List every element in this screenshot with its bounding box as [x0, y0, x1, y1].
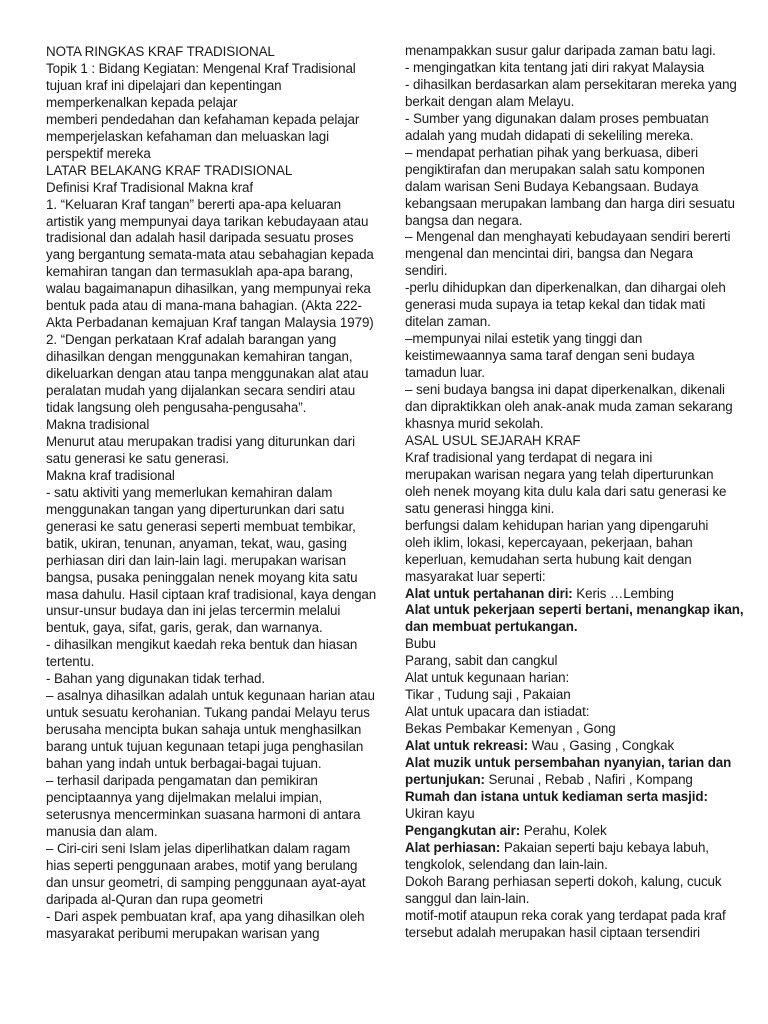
line-text: berfungsi dalam kehidupan harian yang dipengaruhi — [405, 517, 709, 533]
text-line — [405, 891, 723, 908]
text-line — [405, 518, 723, 535]
line-text: generasi ke satu generasi seperti membuat tembikar, — [46, 518, 356, 534]
line-text: Keris …Lembing — [572, 585, 674, 601]
line-text: Definisi Kraf Tradisional Makna kraf — [46, 179, 254, 195]
text-line — [405, 331, 723, 348]
text-line — [46, 61, 362, 78]
line-text: untuk sesuatu kerohanian. Tukang pandai Melayu terus — [46, 705, 370, 721]
line-text: yang bergantung semata-mata atau sebahagian kepada — [46, 247, 374, 263]
line-text: memberi pendedahan dan kefahaman kepada pelajar — [46, 111, 360, 127]
text-line — [46, 129, 362, 146]
text-line — [405, 687, 723, 704]
text-line — [405, 857, 723, 874]
line-text: tertentu. — [46, 654, 95, 670]
text-line — [405, 365, 723, 382]
text-line — [405, 755, 732, 772]
bold-label: Pengangkutan air: — [405, 822, 521, 838]
text-line — [46, 807, 362, 824]
text-line — [405, 229, 731, 246]
text-line — [405, 467, 723, 484]
line-text: khasnya murid sekolah. — [405, 415, 544, 431]
text-line — [46, 298, 362, 315]
line-text: - Sumber yang digunakan dalam proses pembuatan — [405, 110, 709, 126]
text-line — [405, 653, 723, 670]
text-line — [405, 569, 723, 586]
text-line — [405, 552, 723, 569]
line-text: - mengingatkan kita tentang jati diri rakyat Malaysia — [405, 59, 705, 75]
text-line — [405, 263, 723, 280]
text-line — [46, 468, 362, 485]
line-text: menggunakan tangan yang diperturunkan dari satu — [46, 501, 345, 517]
line-text: tradisional dan adalah hasil daripada sesuatu proses — [46, 230, 354, 246]
text-line — [46, 95, 362, 112]
text-line — [405, 789, 723, 806]
line-text: – asalnya dihasilkan adalah untuk kegunaan harian atau — [46, 688, 375, 704]
text-line — [46, 722, 362, 739]
line-text: ASAL USUL SEJARAH KRAF — [405, 432, 581, 448]
line-text: - Bahan yang digunakan tidak terhad. — [46, 671, 265, 687]
text-line — [405, 670, 723, 687]
text-line — [46, 315, 374, 332]
line-text: berkait dengan alam Melayu. — [405, 93, 575, 109]
text-line — [46, 434, 362, 451]
line-text: dan dipraktikkan oleh anak-anak muda zaman sekarang — [405, 399, 733, 415]
line-text: memperkenalkan kepada pelajar — [46, 94, 238, 110]
line-text: Makna kraf tradisional — [46, 467, 175, 483]
text-line — [46, 926, 362, 943]
text-line — [405, 738, 723, 755]
line-text: pengiktirafan dan merupakan salah satu komponen — [405, 161, 705, 177]
text-line — [46, 620, 362, 637]
line-text: merupakan warisan negara yang telah diperturunkan — [405, 466, 714, 482]
text-line — [46, 553, 362, 570]
line-text: -perlu dihidupkan dan diperkenalkan, dan dihargai oleh — [405, 280, 726, 296]
text-line — [405, 874, 723, 891]
line-text: oleh nenek moyang kita dulu kala dari satu generasi ke — [405, 483, 727, 499]
line-text: Kraf tradisional yang terdapat di negara ini — [405, 449, 653, 465]
line-text: menampakkan susur galur daripada zaman batu lagi. — [405, 43, 716, 58]
text-line — [46, 705, 370, 722]
text-line — [405, 586, 723, 603]
line-text: ditelan zaman. — [405, 314, 491, 330]
line-text: Bekas Pembakar Kemenyan , Gong — [405, 721, 616, 737]
text-line — [405, 162, 723, 179]
text-line — [46, 874, 366, 892]
text-line — [46, 570, 362, 587]
text-line — [405, 43, 723, 60]
line-text: – Ciri-ciri seni Islam jelas diperlihatkan dalam ragam — [46, 840, 351, 856]
text-line — [405, 535, 723, 552]
line-text: adalah yang mudah didapati di sekeliling mereka. — [405, 127, 694, 143]
line-text: bangsa dan negara. — [405, 212, 523, 228]
line-text: bentuk, gaya, sifat, garis, gerak, dan warnanya. — [46, 620, 323, 636]
text-line — [405, 433, 723, 450]
line-text: LATAR BELAKANG KRAF TRADISIONAL — [46, 162, 293, 178]
line-text: – Mengenal dan menghayati kebudayaan sendiri bererti — [405, 229, 731, 245]
text-line — [46, 400, 362, 417]
line-text: –mempunyai nilai estetik yang tinggi dan — [405, 331, 643, 347]
line-text: motif-motif ataupun reka corak yang terdapat pada kraf — [405, 907, 726, 923]
text-line — [46, 892, 362, 909]
text-line — [405, 128, 723, 145]
text-line — [46, 756, 362, 773]
line-text: Tikar , Tudung saji , Pakaian — [405, 687, 571, 703]
text-line — [405, 840, 723, 857]
line-text: bentuk pada atau di mana-mana bahagian. (Akta 222- — [46, 298, 362, 314]
bold-label: Alat untuk pertahanan diri: — [405, 585, 573, 601]
text-line — [46, 366, 369, 383]
text-line — [46, 654, 362, 671]
line-text: dikeluarkan dengan atau tanpa menggunakan alat atau — [46, 366, 369, 382]
text-line — [405, 60, 723, 77]
text-line — [405, 195, 735, 213]
line-text: tidak langsung oleh pengusaha-pengusaha”. — [46, 400, 307, 416]
line-text: seterusnya mencerminkan suasana harmoni di antara — [46, 806, 361, 822]
text-line — [46, 773, 362, 790]
text-line — [46, 502, 362, 519]
text-line — [46, 586, 377, 604]
line-text: tersebut adalah merupakan hasil ciptaan tersendiri — [405, 924, 700, 940]
line-text: keperluan, kemudahan serta hubung kait dengan — [405, 551, 692, 567]
text-line — [405, 907, 726, 925]
line-text: generasi muda supaya ia tetap kekal dan tidak mati — [405, 297, 706, 313]
line-text: batik, ukiran, tenunan, anyaman, tekat, wau, gasing — [46, 535, 347, 551]
text-line — [46, 281, 371, 298]
line-text: hias seperti penggunaan arabes, motif yang berulang — [46, 857, 358, 873]
text-line — [405, 94, 723, 111]
line-text: Menurut atau merupakan tradisi yang diturunkan dari — [46, 433, 356, 449]
line-text: Topik 1 : Bidang Kegiatan: Mengenal Kraf Tradisional — [46, 60, 356, 76]
text-line — [46, 383, 362, 400]
bold-label: pertunjukan: — [405, 771, 485, 787]
line-text: perhiasan diri dan lain-lain lagi. merupakan warisan — [46, 552, 346, 568]
text-line — [46, 264, 362, 281]
text-line — [46, 163, 362, 180]
line-text: Makna tradisional — [46, 416, 150, 432]
text-line — [405, 145, 723, 162]
text-line — [405, 348, 723, 365]
text-line — [405, 416, 723, 433]
line-text: – mendapat perhatian pihak yang berkuasa, diberi — [405, 144, 698, 160]
line-text: - satu aktiviti yang memerlukan kemahiran dalam — [46, 484, 333, 500]
line-text: barang untuk tujuan kegunaan tetapi juga penghasilan — [46, 739, 364, 755]
text-line — [405, 483, 727, 501]
line-text: dalam warisan Seni Budaya Kebangsaan. Budaya — [405, 178, 699, 194]
line-text: kebangsaan merupakan lambang dan harga diri sesuatu — [405, 195, 735, 211]
line-text: Ukiran kayu — [405, 805, 475, 821]
line-text: berusaha mencipta bukan sahaja untuk menghasilkan — [46, 722, 362, 738]
line-text: 2. “Dengan perkataan Kraf adalah barangan yang — [46, 332, 337, 348]
right-column — [405, 43, 744, 942]
text-line — [405, 806, 723, 823]
line-text: tamadun luar. — [405, 365, 485, 381]
text-line — [46, 332, 362, 349]
text-line — [405, 213, 723, 230]
line-text: - dihasilkan mengikut kaedah reka bentuk dan hiasan — [46, 637, 358, 653]
line-text: masa dahulu. Hasil ciptaan kraf tradisional, kaya dengan — [46, 586, 377, 602]
line-text: memperjelaskan kefahaman dan meluaskan lagi — [46, 128, 330, 144]
line-text: keistimewaannya sama taraf dengan seni budaya — [405, 348, 695, 364]
line-text: NOTA RINGKAS KRAF TRADISIONAL — [46, 44, 275, 59]
text-line — [46, 485, 362, 502]
line-text: oleh iklim, lokasi, kepercayaan, pekerjaan, bahan — [405, 534, 693, 550]
line-text: Akta Perbadanan kemajuan Kraf tangan Malaysia 1979) — [46, 315, 374, 331]
text-line — [405, 111, 723, 128]
line-text: - Dari aspek pembuatan kraf, apa yang dihasilkan oleh — [46, 908, 365, 924]
text-line — [46, 213, 369, 231]
line-text: masyarakat peribumi merupakan warisan yang — [46, 925, 320, 941]
line-text: Bubu — [405, 636, 436, 652]
text-line — [405, 704, 723, 721]
text-line — [46, 180, 362, 197]
text-line — [405, 297, 723, 314]
bold-label: Alat untuk pekerjaan seperti bertani, menangkap ikan, — [405, 602, 744, 618]
text-line — [46, 349, 362, 366]
line-text: unsur-unsur budaya dan ini jelas tercermin melalui — [46, 603, 341, 619]
line-text: walau bagaimanapun dihasilkan, yang mempunyai reka — [46, 281, 371, 297]
line-text: Alat untuk kegunaan harian: — [405, 670, 570, 686]
text-line — [46, 44, 362, 61]
line-text: penciptaannya yang dijelmakan melalui impian, — [46, 789, 323, 805]
line-text: mengenal dan mencintai diri, bangsa dan Negara — [405, 246, 693, 262]
bold-label: Alat untuk rekreasi: — [405, 738, 529, 754]
text-line — [46, 417, 362, 434]
text-line — [46, 908, 365, 926]
line-text: Parang, sabit dan cangkul — [405, 653, 558, 669]
line-text: daripada al-Quran dan rupa geometri — [46, 891, 263, 907]
line-text: masyarakat luar seperti: — [405, 568, 546, 584]
line-text: bangsa, pusaka peninggalan nenek moyang kita satu — [46, 569, 358, 585]
text-line — [405, 619, 723, 636]
text-line — [405, 772, 723, 789]
text-line — [405, 399, 733, 416]
text-line — [405, 246, 723, 263]
text-line — [405, 925, 723, 942]
line-text: bahan yang indah untuk berbagai-bagai tujuan. — [46, 756, 322, 772]
line-text: – terhasil daripada pengamatan dan pemikiran — [46, 772, 318, 788]
text-line — [46, 858, 362, 875]
line-text: 1. “Keluaran Kraf tangan” bererti apa-apa keluaran — [46, 196, 341, 212]
text-line — [46, 671, 362, 688]
line-text: peralatan mudah yang dijalankan secara sendiri atau — [46, 383, 356, 399]
line-text: dihasilkan dengan menggunakan kemahiran tangan, — [46, 349, 353, 365]
text-line — [46, 197, 362, 214]
text-line — [46, 790, 362, 807]
text-line — [46, 637, 362, 654]
text-line — [46, 146, 362, 163]
line-text: tujuan kraf ini dipelajari dan kepentingan — [46, 77, 282, 93]
line-text: satu generasi hingga kini. — [405, 500, 555, 516]
text-line — [405, 179, 723, 196]
text-line — [46, 112, 362, 129]
line-text: - dihasilkan berdasarkan alam persekitaran mereka yang — [405, 76, 737, 92]
text-line — [405, 721, 723, 738]
line-text: perspektif mereka — [46, 145, 151, 161]
bold-label: Rumah dan istana untuk kediaman serta masjid: — [405, 788, 708, 804]
text-line — [405, 602, 744, 619]
line-text: sanggul dan lain-lain. — [405, 890, 530, 906]
text-line — [405, 76, 737, 94]
text-line — [405, 450, 723, 467]
line-text: artistik yang mempunyai daya tarikan kebudayaan atau — [46, 213, 369, 229]
text-line — [405, 280, 726, 297]
text-line — [405, 382, 723, 399]
text-line — [46, 536, 362, 553]
bold-label: Alat perhiasan: — [405, 839, 501, 855]
text-line — [46, 688, 375, 705]
line-text: Pakaian seperti baju kebaya labuh, — [500, 839, 709, 855]
line-text: Serunai , Rebab , Nafiri , Kompang — [484, 771, 693, 787]
left-column — [46, 44, 377, 943]
line-text: Wau , Gasing , Congkak — [528, 738, 675, 754]
line-text: Dokoh Barang perhiasan seperti dokoh, kalung, cucuk — [405, 873, 722, 889]
line-text: dan unsur geometri, di samping penggunaan ayat-ayat — [46, 874, 366, 890]
text-line — [46, 78, 362, 95]
text-line — [405, 823, 723, 840]
text-line — [46, 519, 362, 536]
line-text: tengkolok, selendang dan lain-lain. — [405, 856, 608, 872]
text-line — [46, 739, 362, 756]
text-line — [405, 501, 723, 518]
line-text: Alat untuk upacara dan istiadat: — [405, 704, 590, 720]
text-line — [405, 636, 723, 653]
line-text: – seni budaya bangsa ini dapat diperkenalkan, dikenali — [405, 382, 725, 398]
text-line — [46, 451, 362, 468]
text-line — [46, 824, 362, 841]
text-line — [46, 841, 362, 858]
line-text: Perahu, Kolek — [520, 822, 607, 838]
text-line — [46, 230, 362, 247]
line-text: satu generasi ke satu generasi. — [46, 450, 229, 466]
text-line — [46, 603, 362, 620]
text-line — [405, 314, 723, 331]
line-text: sendiri. — [405, 263, 448, 279]
bold-label: dan membuat pertukangan. — [405, 619, 578, 635]
bold-label: Alat muzik untuk persembahan nyanyian, tarian dan — [405, 755, 732, 771]
line-text: manusia dan alam. — [46, 823, 158, 839]
text-line — [46, 247, 374, 264]
line-text: kemahiran tangan dan termasuklah apa-apa barang, — [46, 264, 354, 280]
